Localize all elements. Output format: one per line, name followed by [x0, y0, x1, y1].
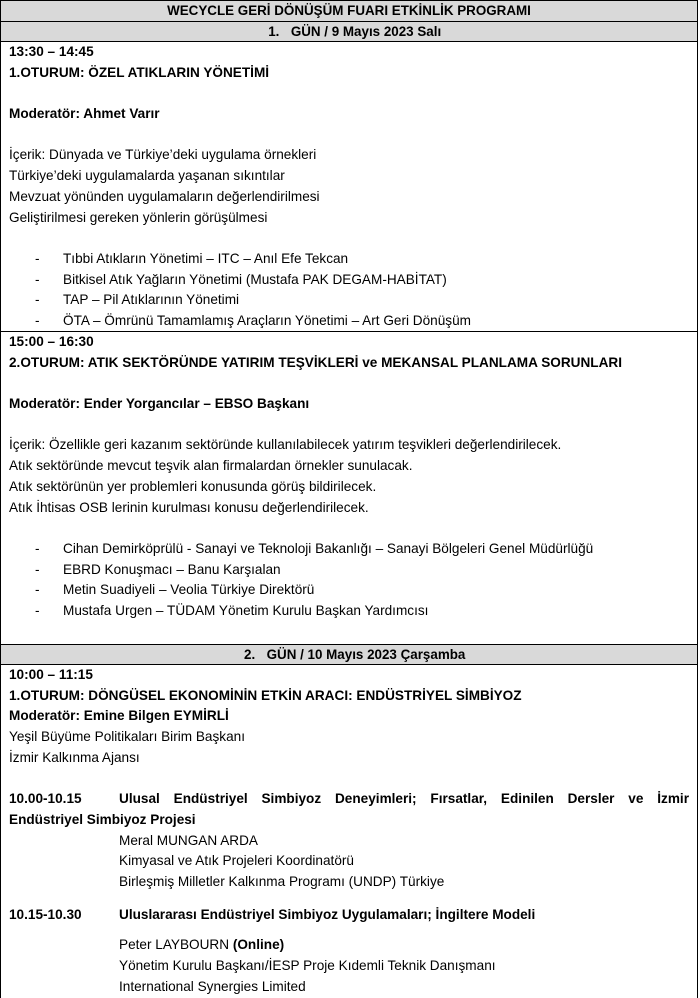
session-1-content-line: Geliştirilmesi gereken yönlerin görüşülmesi	[9, 209, 268, 225]
talk-2-title-line	[9, 905, 689, 926]
session-3	[1, 665, 697, 997]
session-2	[1, 332, 697, 645]
session-2-moderator: Moderatör: Ender Yorgancılar – EBSO Başkanı	[9, 396, 310, 412]
session-3-moderator-line: İzmir Kalkınma Ajansı	[9, 749, 140, 765]
talk-2-speaker-line: Yönetim Kurulu Başkanı/İESP Proje Kıdemli Teknik Danışmanı	[119, 957, 496, 973]
session-2-content-line: Atık sektörünün yer problemleri konusunda görüş bildirilecek.	[9, 478, 377, 494]
talk-2-speaker	[9, 935, 689, 956]
session-1-content-line: İçerik: Dünyada ve Türkiye’deki uygulama örnekleri	[9, 147, 317, 163]
session-1-content-line: Türkiye’deki uygulamalarda yaşanan sıkıntılar	[9, 168, 285, 184]
session-3-moderator: Moderatör: Emine Bilgen EYMİRLİ	[9, 708, 229, 724]
talk-1-speaker-line: Kimyasal ve Atık Projeleri Koordinatörü	[119, 853, 354, 869]
talk-2-title: Uluslararası Endüstriyel Simbiyoz Uygulamaları; İngiltere Modeli	[119, 906, 536, 922]
session-2-content-line: İçerik: Özellikle geri kazanım sektöründe kullanılabilecek yatırım teşvikleri değerlendirilecek.	[9, 437, 562, 453]
day-1-header	[1, 22, 697, 42]
session-2-content-line: Atık İhtisas OSB lerinin kurulması konusu değerlendirilecek.	[9, 499, 369, 515]
session-1-time: 13:30 – 14:45	[9, 44, 94, 59]
session-3-title: 1.OTURUM: DÖNGÜSEL EKONOMİNİN ETKİN ARACI: ENDÜSTRİYEL SİMBİYOZ	[9, 687, 522, 703]
day-2-number: 2.	[244, 647, 256, 662]
list-item: - Tıbbi Atıkların Yönetimi – ITC – Anıl Efe Tekcan	[35, 250, 349, 266]
talk-1-title-continued: Endüstriyel Simbiyoz Projesi	[9, 811, 196, 827]
list-item: - Metin Suadiyeli – Veolia Türkiye Direktörü	[35, 582, 315, 598]
session-1-content-line: Mevzuat yönünden uygulamaların değerlendirilmesi	[9, 188, 320, 204]
session-2-time: 15:00 – 16:30	[9, 334, 94, 349]
session-2-title: 2.OTURUM: ATIK SEKTÖRÜNDE YATIRIM TEŞVİKLERİ ve MEKANSAL PLANLAMA SORUNLARI	[9, 354, 623, 370]
day-2-label: GÜN / 10 Mayıs 2023 Çarşamba	[266, 647, 466, 662]
day-1-label: GÜN / 9 Mayıs 2023 Salı	[290, 24, 442, 39]
talk-2-speaker-note: (Online)	[232, 937, 285, 953]
list-item: - TAP – Pil Atıklarının Yönetimi	[35, 292, 240, 308]
session-3-time: 10:00 – 11:15	[9, 667, 93, 682]
session-1-title: 1.OTURUM: ÖZEL ATIKLARIN YÖNETİMİ	[9, 64, 270, 80]
talk-1-speaker-line: Meral MUNGAN ARDA	[119, 832, 258, 848]
talk-2-speaker-line: International Synergies Limited	[119, 978, 306, 994]
talk-1-title: Ulusal Endüstriyel Simbiyoz Deneyimleri; Fırsatlar, Edinilen Dersler ve İzmir	[119, 791, 689, 807]
list-item: - Cihan Demirköprülü - Sanayi ve Teknoloji Bakanlığı – Sanayi Bölgeleri Genel Müdürlüğü	[35, 540, 594, 556]
program-title: WECYCLE GERİ DÖNÜŞÜM FUARI ETKİNLİK PROGRAMI	[1, 0, 697, 22]
day-2-header	[1, 645, 697, 665]
session-3-moderator-line: Yeşil Büyüme Politikaları Birim Başkanı	[9, 729, 245, 745]
talk-2-time: 10.15-10.30	[9, 906, 82, 922]
session-2-speaker-list	[9, 539, 689, 622]
talk-1-time: 10.00-10.15	[9, 791, 82, 807]
day-1-number: 1.	[268, 24, 280, 39]
session-1	[1, 42, 697, 332]
list-item: - Mustafa Urgen – TÜDAM Yönetim Kurulu Başkan Yardımcısı	[35, 602, 429, 618]
talk-2-speaker-name: Peter LAYBOURN	[119, 937, 233, 953]
session-2-content-line: Atık sektöründe mevcut teşvik alan firmalardan örnekler sunulacak.	[9, 458, 413, 474]
session-1-topic-list	[9, 249, 689, 332]
session-1-moderator: Moderatör: Ahmet Varır	[9, 106, 160, 122]
list-item: - ÖTA – Ömrünü Tamamlamış Araçların Yönetimi – Art Geri Dönüşüm	[35, 312, 471, 328]
list-item: - Bitkisel Atık Yağların Yönetimi (Mustafa PAK DEGAM-HABİTAT)	[35, 271, 447, 287]
talk-1-title-line	[9, 789, 689, 810]
list-item: - EBRD Konuşmacı – Banu Karşıalan	[35, 561, 281, 577]
talk-1-speaker-line: Birleşmiş Milletler Kalkınma Programı (UNDP) Türkiye	[119, 873, 445, 889]
